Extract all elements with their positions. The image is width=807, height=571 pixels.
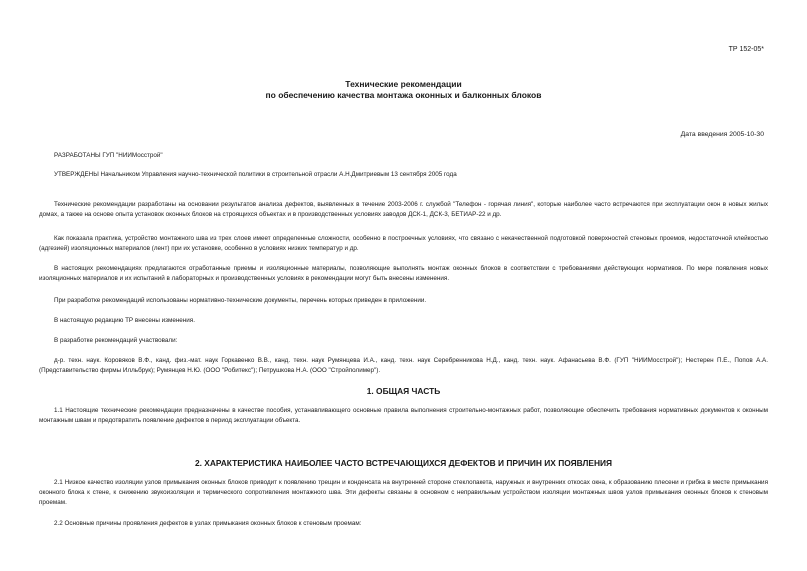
paragraph-text: При разработке рекомендаций использованы нормативно-технические документы, перечень которых приведен в приложении. [54, 297, 427, 304]
document-number: ТР 152-05* [728, 46, 764, 53]
section-heading-2: 2. ХАРАКТЕРИСТИКА НАИБОЛЕЕ ЧАСТО ВСТРЕЧАЮЩИХСЯ ДЕФЕКТОВ И ПРИЧИН ИХ ПОЯВЛЕНИЯ [194, 458, 613, 468]
paragraph-text: В настоящих рекомендациях предлагаются отработанные приемы и изоляционные материалы, позволяющие выполнять монтаж оконных блоков в соответствии с требованиями действующих нормативов. По мере появления новых изоляционных материалов и их испытаний в лабораторных и производственных условиях в рекомендации могут быть внесены изменения. [39, 265, 768, 282]
section-heading-1: 1. ОБЩАЯ ЧАСТЬ [366, 386, 441, 396]
paragraph [39, 200, 768, 220]
document-subtitle: по обеспечению качества монтажа оконных и балконных блоков [265, 90, 542, 100]
paragraph [39, 336, 768, 346]
introduction-date: Дата введения 2005-10-30 [680, 131, 764, 138]
paragraph-text: В настоящую редакцию ТР внесены изменения. [54, 317, 195, 324]
document-title: Технические рекомендации [345, 79, 462, 89]
paragraph [39, 234, 768, 254]
paragraph [39, 478, 768, 508]
paragraph [39, 296, 768, 306]
paragraph [39, 519, 768, 529]
paragraph-text: д-р. техн. наук. Коровяков В.Ф., канд. физ.-мат. наук Горкавенко В.В., канд. техн. наук Румянцева И.А., канд. техн. наук Серебренникова Н.Д., канд. техн. наук. Афанасьева В.Ф. (ГУП "НИИМосстрой"); Нестерен П.Е., Попов А.А. (Представительство фирмы Илльбрук); Румянцев Н.Ю. (ООО "Робитекс"); Петрушкова Н.А. (ООО "Стройполимер"). [39, 357, 768, 374]
paragraph-text: 2.2 Основные причины проявления дефектов в узлах примыкания оконных блоков к стеновым проемам: [54, 520, 362, 527]
contributors [39, 356, 768, 376]
paragraph-text: Технические рекомендации разработаны на основании результатов анализа дефектов, выявленных в течение 2003-2006 г. службой "Телефон - горячая линия", которые наиболее часто встречаются при эксплуатации окон в новых жилых домах, а также на основе опыта установок оконных блоков на строящихся объектах и в производственных условиях заводов ДСК-1, ДСК-3, БЕТИАР-22 и др. [39, 201, 768, 218]
developed-by: РАЗРАБОТАНЫ ГУП "НИИМосстрой" [54, 152, 163, 159]
paragraph [39, 316, 768, 326]
paragraph [39, 264, 768, 284]
paragraph-text: 2.1 Низкое качество изоляции узлов примыкания оконных блоков приводит к появлению трещин и конденсата на внутренней стороне стеклопакета, наружных и внутренних откосах окна, к образованию плесени и грибка в месте примыкания оконного блока к стене, к снижению звукоизоляции и термического сопротивления монтажного шва. Эти дефекты связаны в основном с неправильным устройством изоляции монтажных швов узлов примыкания оконных блоков к стеновым проемам. [39, 479, 768, 506]
paragraph-text: 1.1 Настоящие технические рекомендации предназначены в качестве пособия, устанавливающего основные правила выполнения строительно-монтажных работ, позволяющие обеспечить требования нормативных документов к оконным монтажным швам и предотвратить появление дефектов в период эксплуатации объекта. [39, 407, 768, 424]
approved-by: УТВЕРЖДЕНЫ Начальником Управления научно-технической политики в строительной отрасли А.Н.Дмитриевым 13 сентября 2005 года [54, 171, 457, 178]
paragraph-text: Как показала практика, устройство монтажного шва из трех слоев имеет определенные сложности, особенно в построечных условиях, что связано с некачественной подготовкой поверхностей стеновых проемов, недостаточной клейкостью (адгезией) изоляционных материалов (лент) при их установке, особенно в условиях низких температур и др. [39, 235, 768, 252]
paragraph-text: В разработке рекомендаций участвовали: [54, 337, 178, 344]
paragraph [39, 406, 768, 426]
